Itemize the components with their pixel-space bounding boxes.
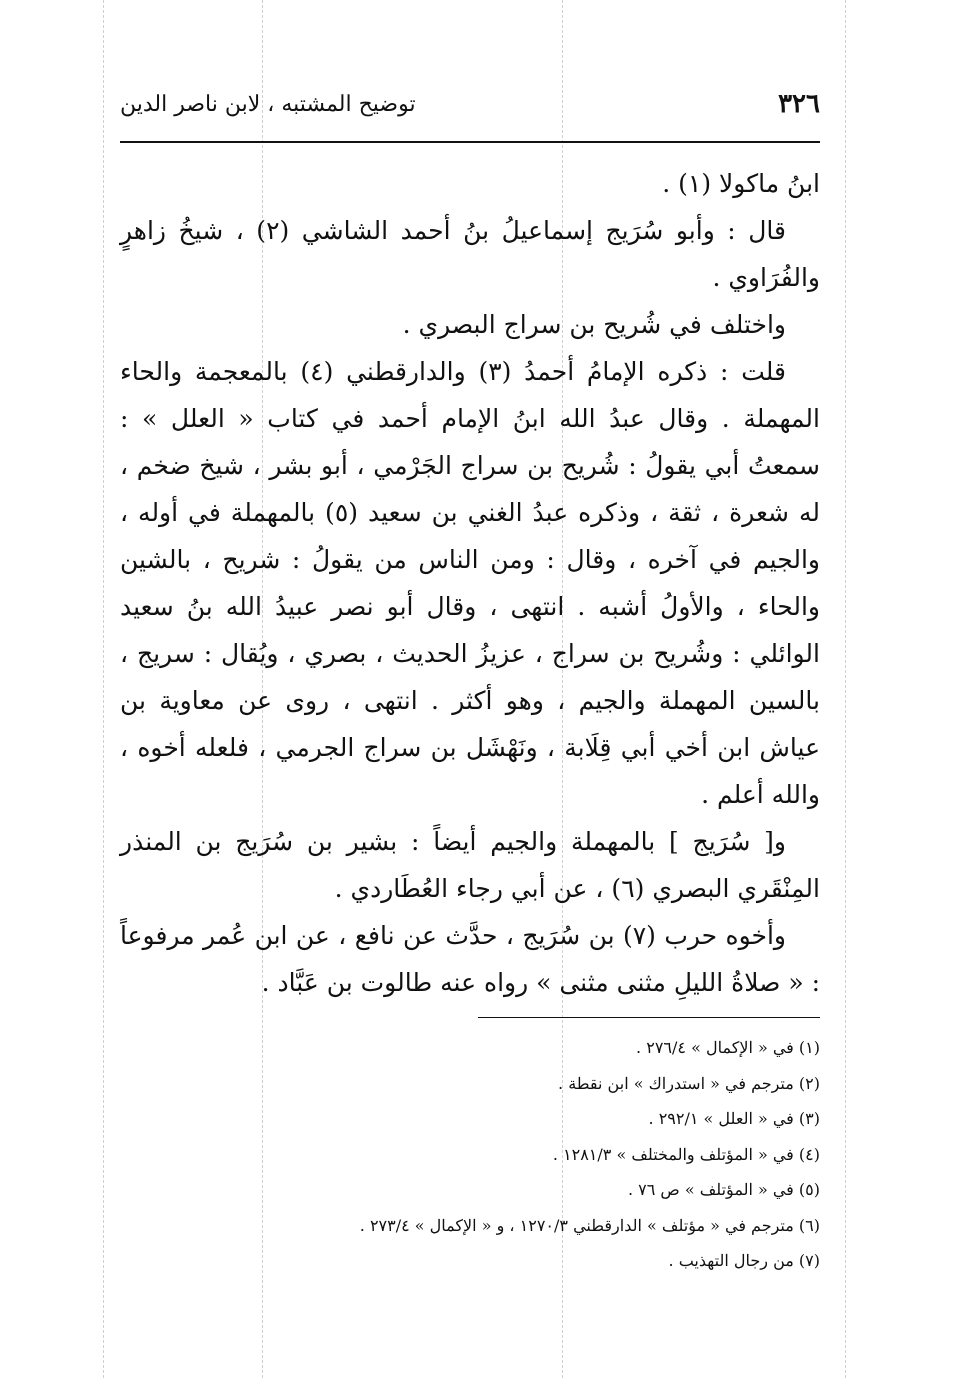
footnote-divider <box>478 1017 820 1018</box>
scan-artifact-line <box>845 0 846 1378</box>
running-title: توضيح المشتبه ، لابن ناصر الدين <box>120 91 416 117</box>
footnote-item: (٦) مترجم في « مؤتلف » الدارقطني ١٢٧٠/٣ ، و « الإكمال » ٢٧٣/٤ . <box>359 1215 820 1235</box>
footnote-item: (٧) من رجال التهذيب . <box>668 1251 820 1270</box>
body-paragraph: ابنُ ماكولا (١) . <box>662 169 820 198</box>
body-paragraph: قال : وأبو سُرَيج إسماعيلُ بنُ أحمد الشاشي (٢) ، شيخُ زاهرٍ والفُرَاوي . <box>120 216 820 292</box>
header-divider <box>120 141 820 143</box>
footnote-item: (٢) مترجم في « استدراك » ابن نقطة . <box>558 1073 820 1093</box>
footnote-item: (٣) في « العلل » ٢٩٢/١ . <box>648 1109 820 1128</box>
page-number: ٣٢٦ <box>778 89 820 119</box>
page-header <box>120 84 820 124</box>
footnote-item: (٤) في « المؤتلف والمختلف » ١٢٨١/٣ . <box>552 1144 820 1164</box>
body-paragraph: و[ سُرَيج ] بالمهملة والجيم أيضاً : بشير بن سُرَيج بن المنذر المِنْقَري البصري (٦) ، عن أبي رجاء العُطَاردي . <box>120 827 820 903</box>
main-text <box>120 160 820 1006</box>
body-paragraph: وأخوه حرب (٧) بن سُرَيج ، حدَّث عن نافع ، عن ابن عُمر مرفوعاً : « صلاةُ الليلِ مثنى مثنى » رواه عنه طالوت بن عَبَّاد . <box>120 921 820 997</box>
scan-artifact-line <box>103 0 104 1378</box>
footnote-item: (٥) في « المؤتلف » ص ٧٦ . <box>627 1180 820 1199</box>
footnotes <box>120 1030 820 1279</box>
body-paragraph: واختلف في شُريح بن سراج البصري . <box>402 310 786 339</box>
body-paragraph: قلت : ذكره الإمامُ أحمدُ (٣) والدارقطني (٤) بالمعجمة والحاء المهملة . وقال عبدُ الله ابنُ الإمام أحمد في كتاب « العلل » : سمعتُ أبي يقولُ : شُريح بن سراج الجَرْمي ، أبو بشر ، شيخ ضخم ، له شعرة ، ثقة ، وذكره عبدُ الغني بن سعيد (٥) بالمهملة في أوله ، والجيم في آخره ، وقال : ومن الناس من يقولُ : شريح ، بالشين والحاء ، والأولُ أشبه . انتهى ، وقال أبو نصر عبيدُ الله بنُ سعيد الوائلي : وشُريح بن سراج ، عزيزُ الحديث ، بصري ، ويُقال : سريج ، بالسين المهملة والجيم ، وهو أكثر . انتهى ، روى عن معاوية بن عياش ابن أخي أبي قِلَابة ، ونَهْشَل بن سراج الجرمي ، فلعله أخوه ، والله أعلم . <box>120 357 820 809</box>
footnote-item: (١) في « الإكمال » ٢٧٦/٤ . <box>636 1038 820 1057</box>
